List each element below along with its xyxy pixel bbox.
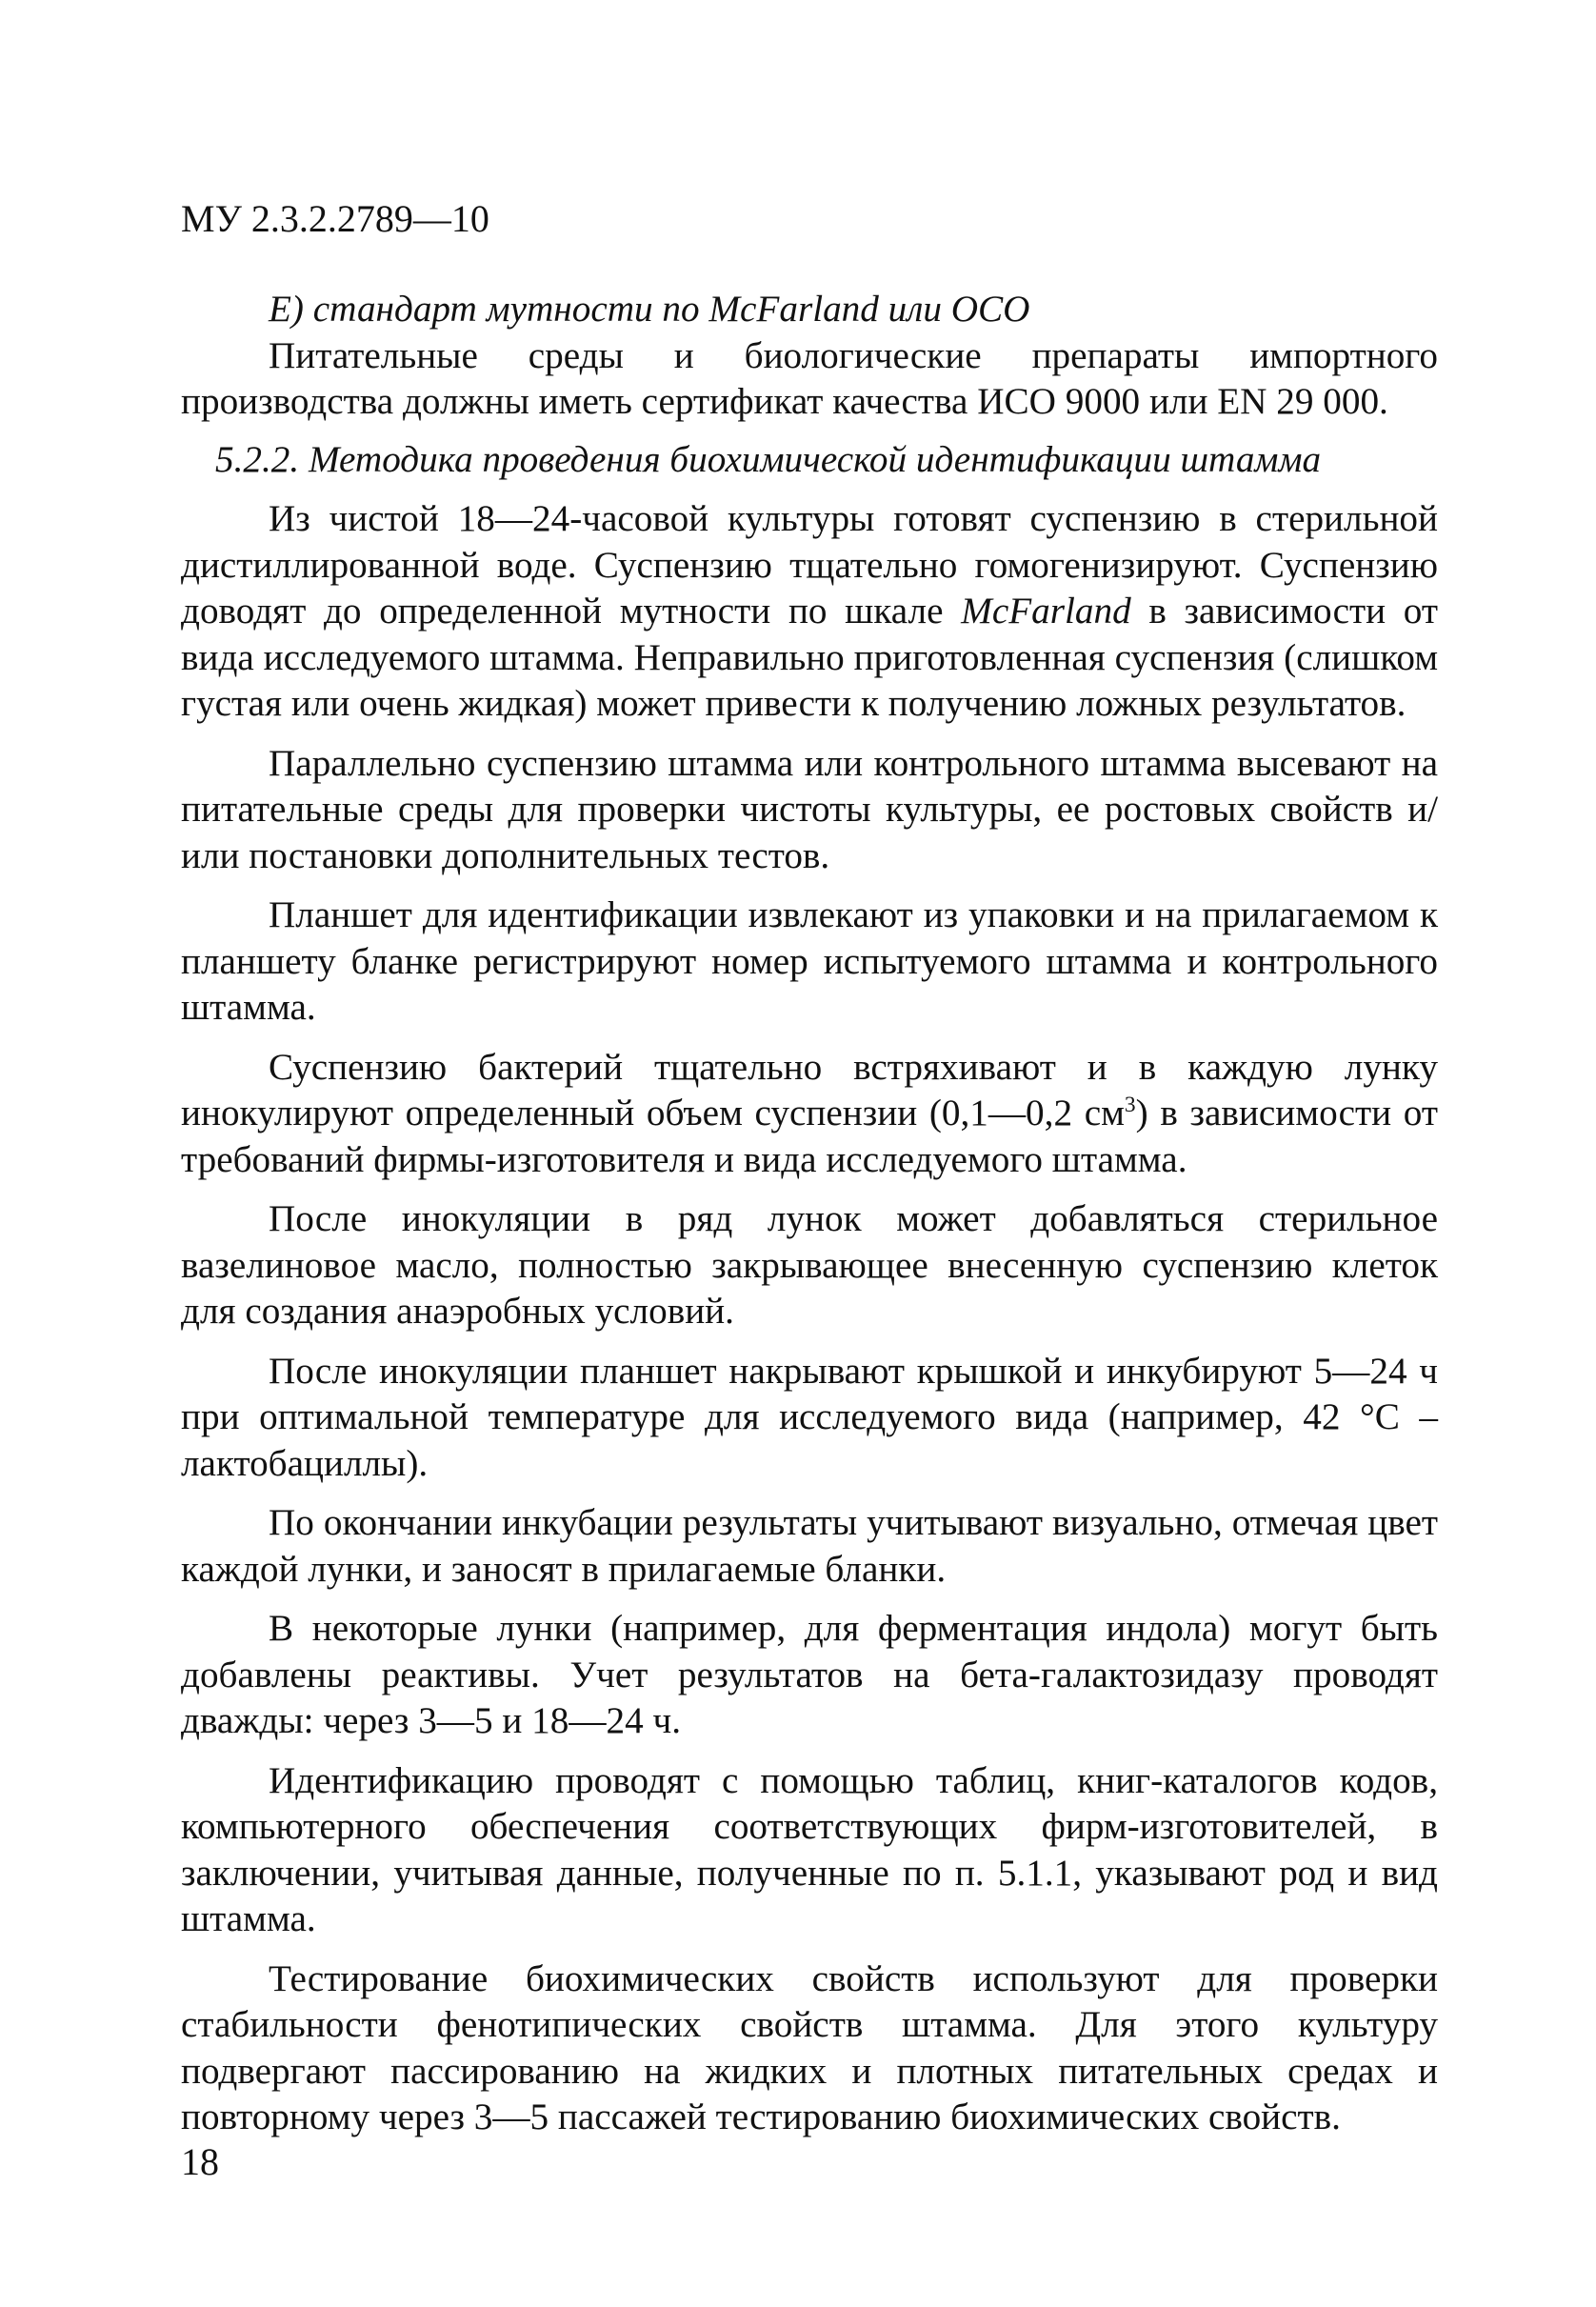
mcfarland-term: McFarland: [961, 591, 1131, 632]
document-code: МУ 2.3.2.2789—10: [181, 197, 489, 240]
paragraph-inoculation: [181, 1045, 1438, 1184]
page-number: 18: [181, 2140, 219, 2183]
paragraph-suspension-text-a: Из чистой 18—24-часовой культуры готовят суспензию в стерильной дистиллированной воде. Суспензию тщательно гомогенизируют. Суспензию доводят до определенной мутности по шкале: [181, 498, 1438, 632]
document-page: [181, 195, 1438, 2141]
paragraph-identification: Идентификацию проводят с помощью таблиц, книг-каталогов кодов, компьютерного обеспечения соответствующих фирм-изготовителей, в заключении, учитывая данные, полученные по п. 5.1.1, указывают род и вид штамма.: [181, 1759, 1438, 1939]
paragraph-suspension-text-c: в зависимости от вида исследуемого штамма. Неправильно приготовленная суспензия (слишком густая или очень жидкая) может привести к получению ложных результатов.: [181, 591, 1438, 724]
paragraph-incubation: После инокуляции планшет накрывают крышкой и инкубируют 5—24 ч при оптимальной температуре для исследуемого вида (например, 42 °С – лактобациллы).: [181, 1350, 1438, 1484]
paragraph-oil: После инокуляции в ряд лунок может добавляться стерильное вазелиновое масло, полностью закрывающее внесенную суспензию клеток для создания анаэробных условий.: [181, 1198, 1438, 1332]
paragraph-inoculation-text-b: ) в зависимости от требований фирмы-изготовителя и вида исследуемого штамма.: [181, 1093, 1438, 1180]
paragraph-testing: Тестирование биохимических свойств используют для проверки стабильности фенотипических свойств штамма. Для этого культуру подвергают пассированию на жидких и плотных питательных средах и повторному через 3—5 пассажей тестированию биохимических свойств.: [181, 1957, 1438, 2137]
paragraph-inoculation-text-a: Суспензию бактерий тщательно встряхивают и в каждую лунку инокулируют определенный объем суспензии (0,1—0,2 см: [181, 1046, 1438, 1133]
section-title: 5.2.2. Методика проведения биохимической идентификации штамма: [215, 438, 1322, 480]
paragraph-results: По окончании инкубации результаты учитывают визуально, отмечая цвет каждой лунки, и заносят в прилагаемые бланки.: [181, 1502, 1438, 1590]
list-item-e: Е) стандарт мутности по McFarland или ОСО: [269, 289, 1030, 330]
paragraph-parallel-seeding: Параллельно суспензию штамма или контрольного штамма высевают на питательные среды для проверки чистоты культуры, ее ростовых свойств и/или постановки дополнительных тестов.: [181, 742, 1438, 876]
paragraph-reagents: В некоторые лунки (например, для ферментация индола) могут быть добавлены реактивы. Учет результатов на бета-галактозидазу проводят дважды: через 3—5 и 18—24 ч.: [181, 1608, 1438, 1741]
superscript-3: 3: [1124, 1092, 1136, 1117]
paragraph-certificate: Питательные среды и биологические препараты импортного производства должны иметь сертификат качества ИСО 9000 или EN 29 000.: [181, 334, 1438, 422]
paragraph-suspension: [181, 496, 1438, 728]
paragraph-plate: Планшет для идентификации извлекают из упаковки и на прилагаемом к планшету бланке регистрируют номер испытуемого штамма и контрольного штамма.: [181, 894, 1438, 1028]
